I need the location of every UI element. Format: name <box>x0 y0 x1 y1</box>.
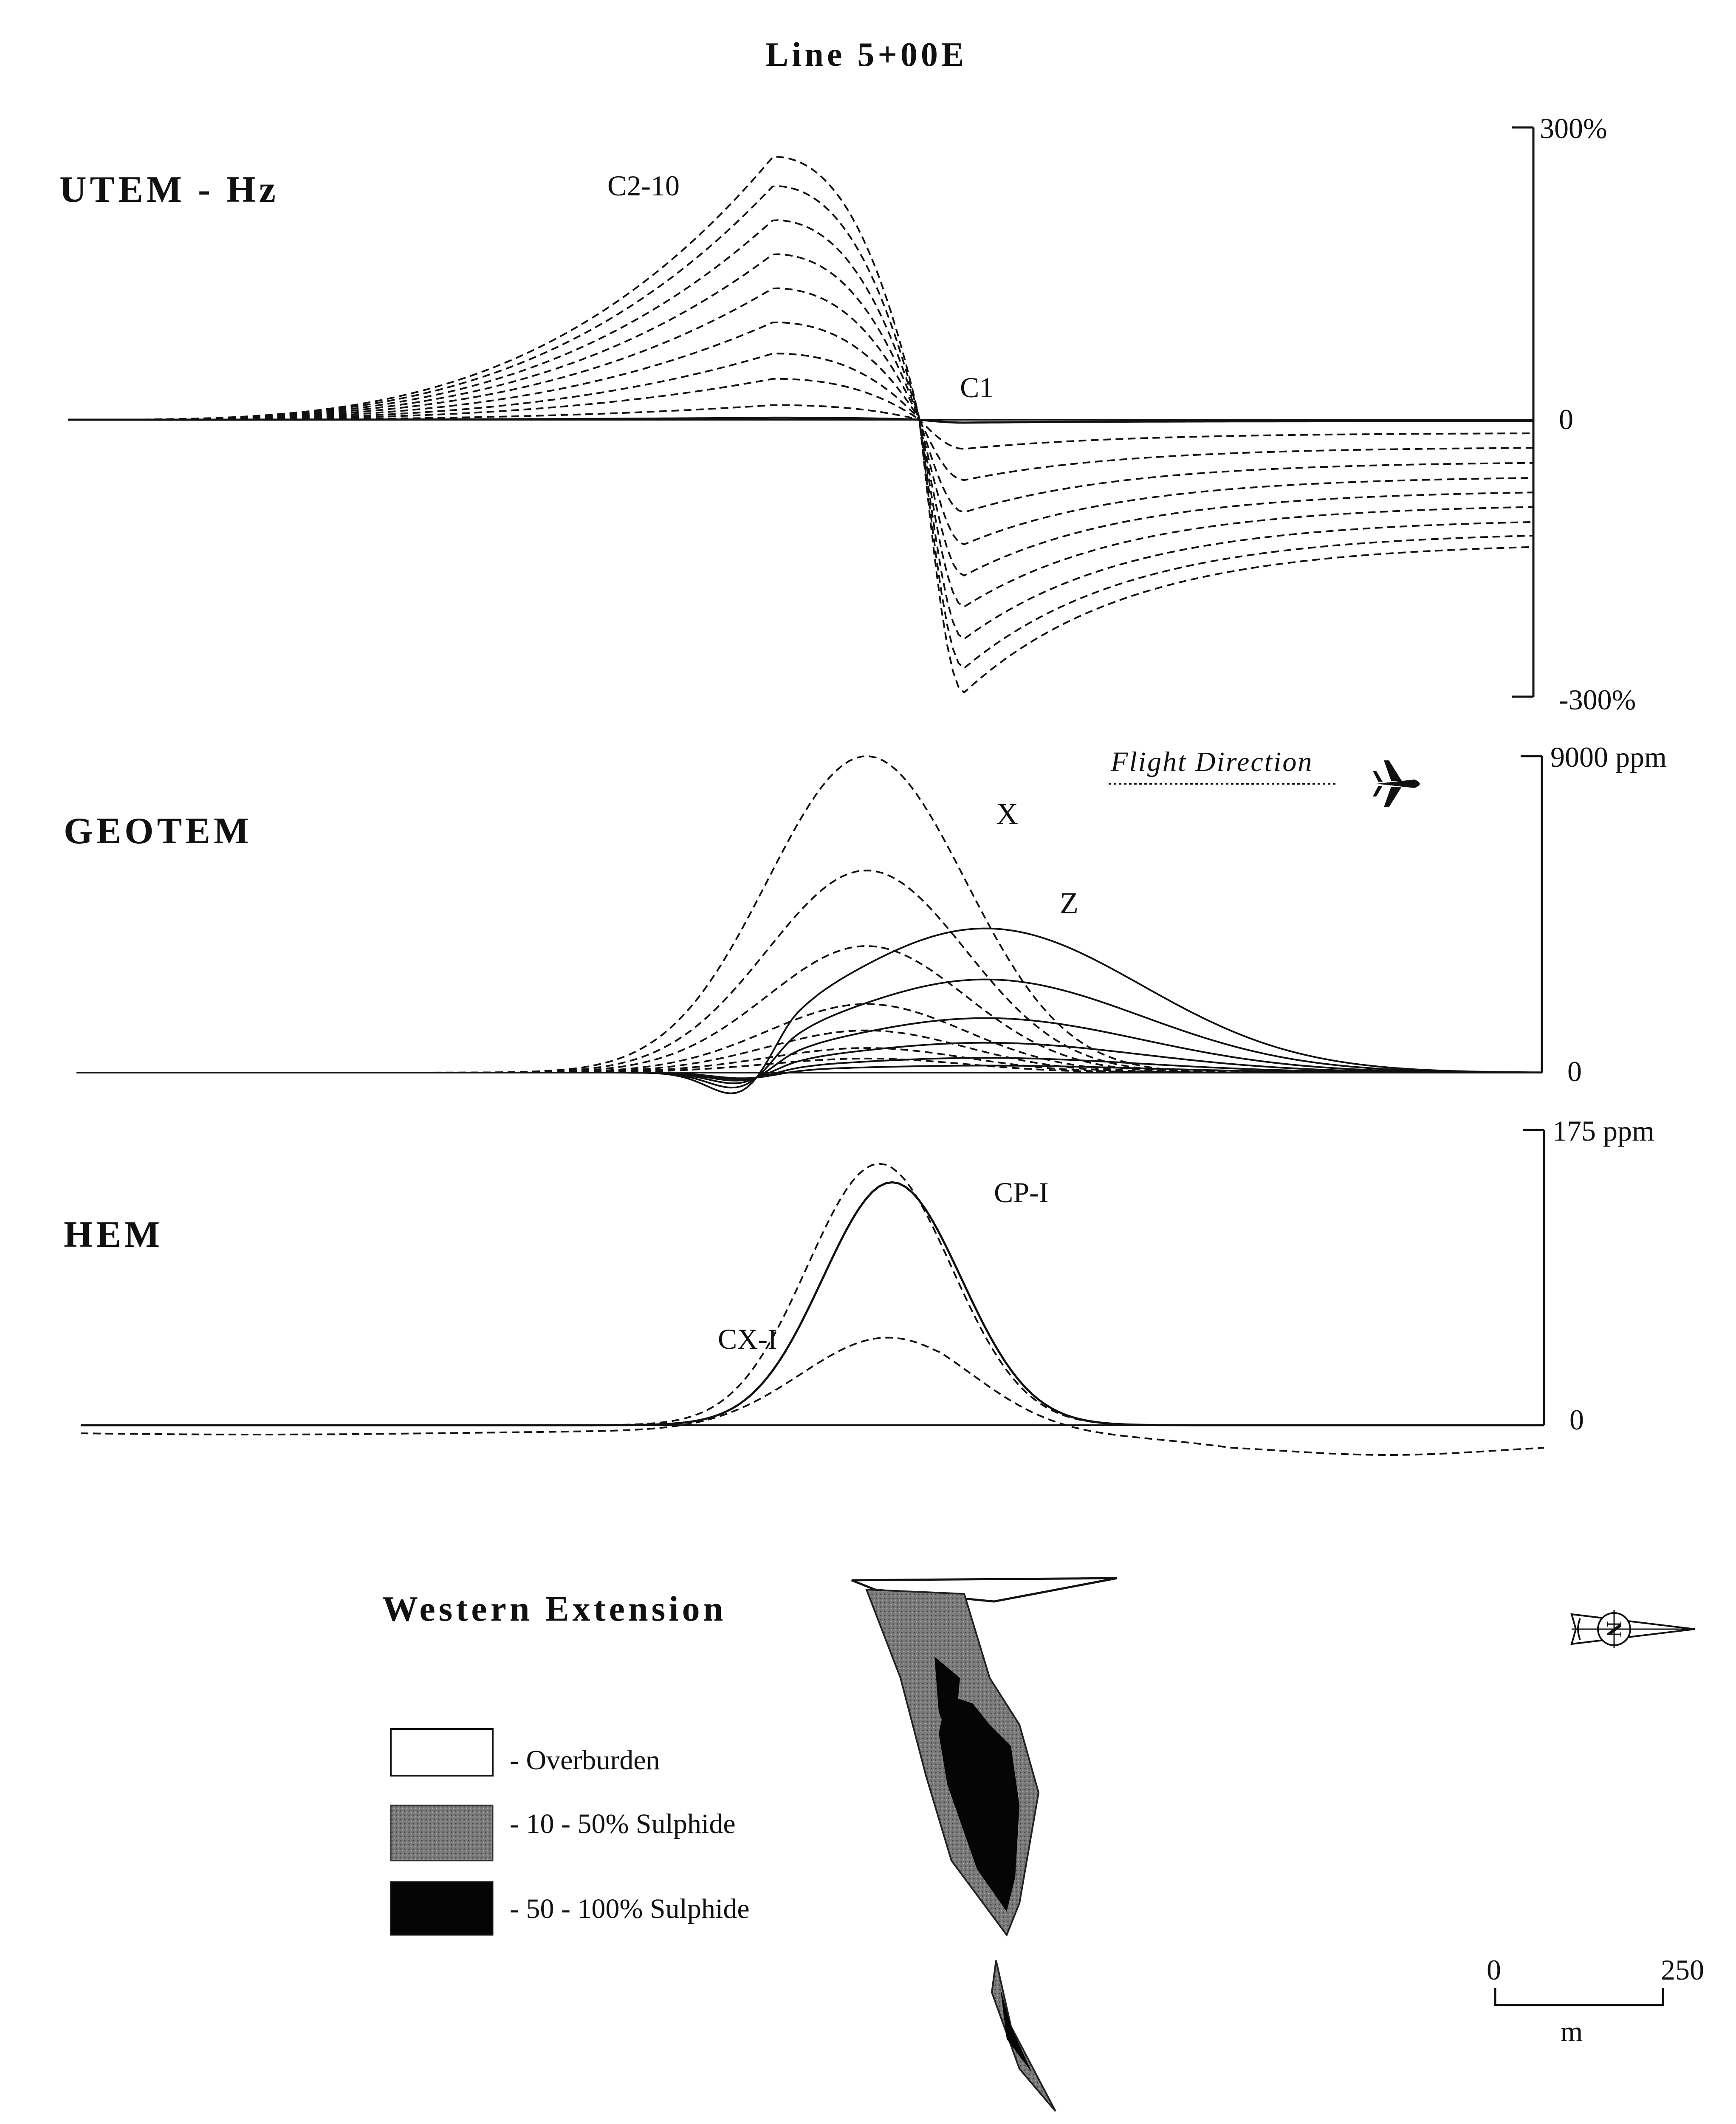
utem-channel-7 <box>68 254 1533 607</box>
utem-ylabel-zero: 0 <box>1559 403 1573 435</box>
geotem-title: GEOTEM <box>64 811 253 852</box>
utem-channel-6 <box>68 288 1533 576</box>
scale-bar <box>1495 1988 1663 2006</box>
scale-label-end: 250 <box>1661 1954 1704 1986</box>
legend-swatch-overburden <box>391 1729 493 1776</box>
utem-channel-2 <box>68 405 1533 449</box>
north-arrow-label: N <box>1602 1621 1626 1637</box>
legend-label-overburden: - Overburden <box>510 1745 660 1776</box>
utem-label-c1: C1 <box>960 371 994 404</box>
utem-ylabel-top: 300% <box>1540 112 1607 144</box>
utem-channel-4 <box>68 353 1533 512</box>
geotem-x-channel-4 <box>76 1004 1542 1073</box>
hem-cx-i-curve <box>81 1182 1544 1425</box>
geotem-x-channel-1 <box>76 756 1542 1073</box>
utem-panel <box>59 112 1636 716</box>
utem-title: UTEM - Hz <box>59 169 279 210</box>
legend-swatch-low-sulphide <box>391 1805 493 1861</box>
legend-label-high-sulphide: - 50 - 100% Sulphide <box>510 1893 750 1924</box>
utem-ylabel-bottom: -300% <box>1559 684 1636 716</box>
scale-label-start: 0 <box>1487 1954 1501 1986</box>
geotem-label-x: X <box>996 797 1018 831</box>
geotem-z-channel-1 <box>76 929 1542 1093</box>
flight-direction-label: Flight Direction <box>1111 746 1313 777</box>
hem-panel <box>64 1115 1654 1455</box>
geotem-label-z: Z <box>1060 886 1078 920</box>
legend-swatch-high-sulphide <box>391 1882 493 1935</box>
utem-label-c2-10: C2-10 <box>607 169 680 202</box>
hem-cp-i-curve-high <box>81 1164 1544 1425</box>
utem-channel-3 <box>68 379 1533 480</box>
geotem-ylabel-zero: 0 <box>1567 1055 1582 1087</box>
utem-channel-5 <box>68 322 1533 545</box>
hem-ylabel-zero: 0 <box>1569 1404 1584 1436</box>
utem-channel-8 <box>68 220 1533 639</box>
geotem-x-channel-2 <box>76 870 1542 1073</box>
geotem-z-channel-4 <box>76 1043 1542 1081</box>
north-arrow-icon <box>1572 1610 1695 1648</box>
lower-sulphide-body <box>992 1960 1056 2111</box>
legend-label-low-sulphide: - 10 - 50% Sulphide <box>510 1808 736 1839</box>
utem-channel-10 <box>68 157 1533 692</box>
airplane-icon <box>1373 760 1420 807</box>
scale-label-unit: m <box>1560 2015 1583 2048</box>
geotem-panel <box>64 741 1667 1093</box>
hem-ylabel-top: 175 ppm <box>1553 1115 1654 1147</box>
geotem-ylabel-top: 9000 ppm <box>1550 741 1667 773</box>
section-title: Western Extension <box>382 1589 727 1629</box>
geologic-section <box>382 1578 1704 2111</box>
geotem-x-channel-3 <box>76 946 1542 1073</box>
hem-cp-i-curve-low <box>81 1338 1544 1455</box>
hem-label-cp-i: CP-I <box>994 1176 1049 1209</box>
figure-title: Line 5+00E <box>765 36 968 73</box>
hem-label-cx-i: CX-I <box>718 1323 777 1355</box>
hem-title: HEM <box>64 1214 164 1255</box>
